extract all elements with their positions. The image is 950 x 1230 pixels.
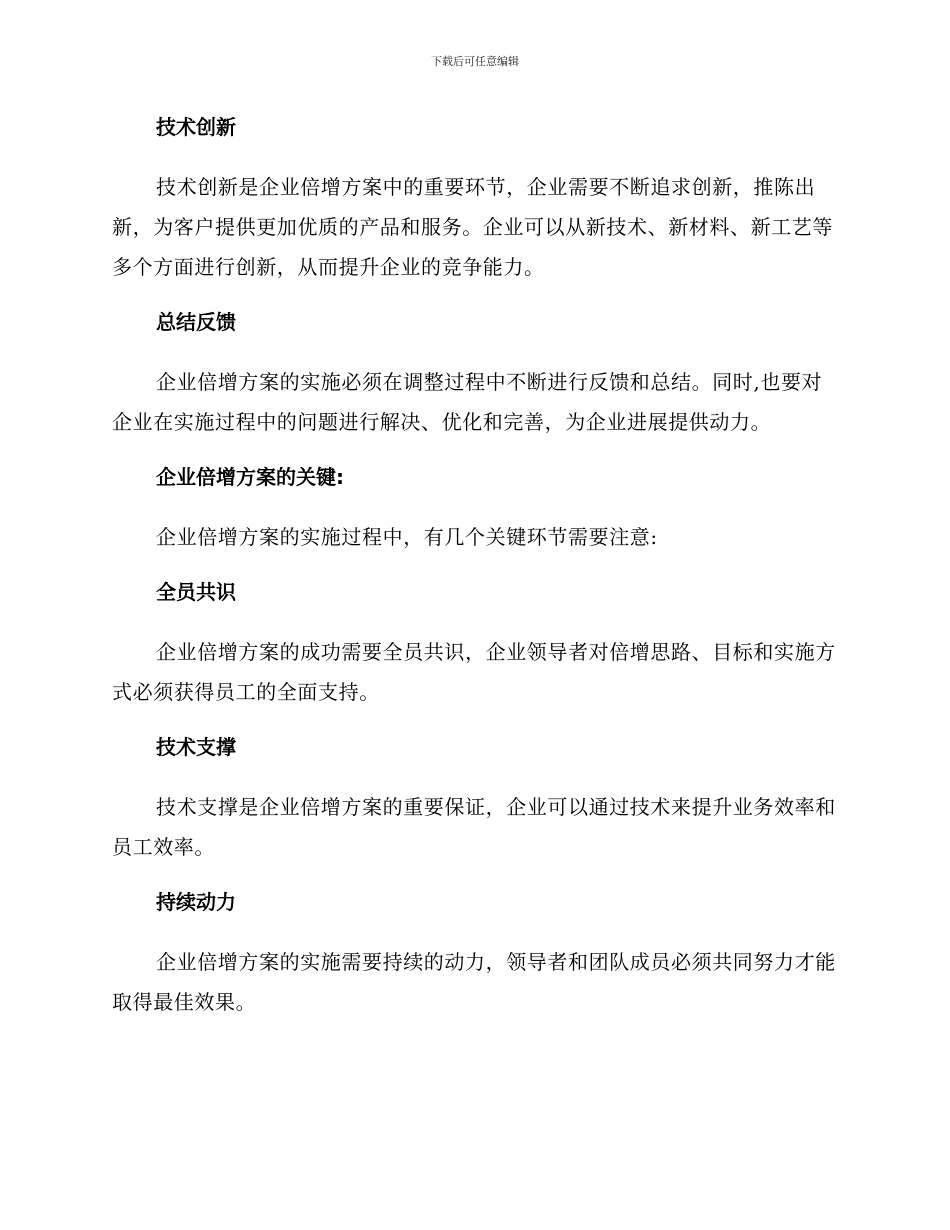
section-heading-tech-innovation: 技术创新 — [156, 115, 236, 139]
section-heading-key-points: 企业倍增方案的关键: — [156, 465, 344, 489]
section-heading-summary-feedback: 总结反馈 — [156, 310, 236, 334]
paragraph-consensus: 企业倍增方案的成功需要全员共识，企业领导者对倍增思路、目标和实施方式必须获得员工的全面支持。 — [112, 640, 836, 704]
paragraph-key-points: 企业倍增方案的实施过程中，有几个关键环节需要注意: — [156, 525, 658, 549]
paragraph-sustained-momentum: 企业倍增方案的实施需要持续的动力，领导者和团队成员必须共同努力才能取得最佳效果。 — [112, 950, 836, 1014]
paragraph-tech-support: 技术支撑是企业倍增方案的重要保证，企业可以通过技术来提升业务效率和员工效率。 — [112, 795, 836, 859]
page-header-note: 下载后可任意编辑 — [431, 55, 519, 68]
paragraph-summary-feedback: 企业倍增方案的实施必须在调整过程中不断进行反馈和总结。同时,也要对企业在实施过程中的问题进行解决、优化和完善，为企业进展提供动力。 — [112, 370, 823, 434]
paragraph-tech-innovation: 技术创新是企业倍增方案中的重要环节，企业需要不断追求创新，推陈出新，为客户提供更加优质的产品和服务。企业可以从新技术、新材料、新工艺等多个方面进行创新，从而提升企业的竞争能力。 — [112, 175, 833, 279]
section-heading-tech-support: 技术支撑 — [156, 735, 236, 759]
document-body — [112, 112, 836, 1022]
section-heading-consensus: 全员共识 — [156, 580, 236, 604]
section-heading-sustained-momentum: 持续动力 — [156, 890, 236, 914]
